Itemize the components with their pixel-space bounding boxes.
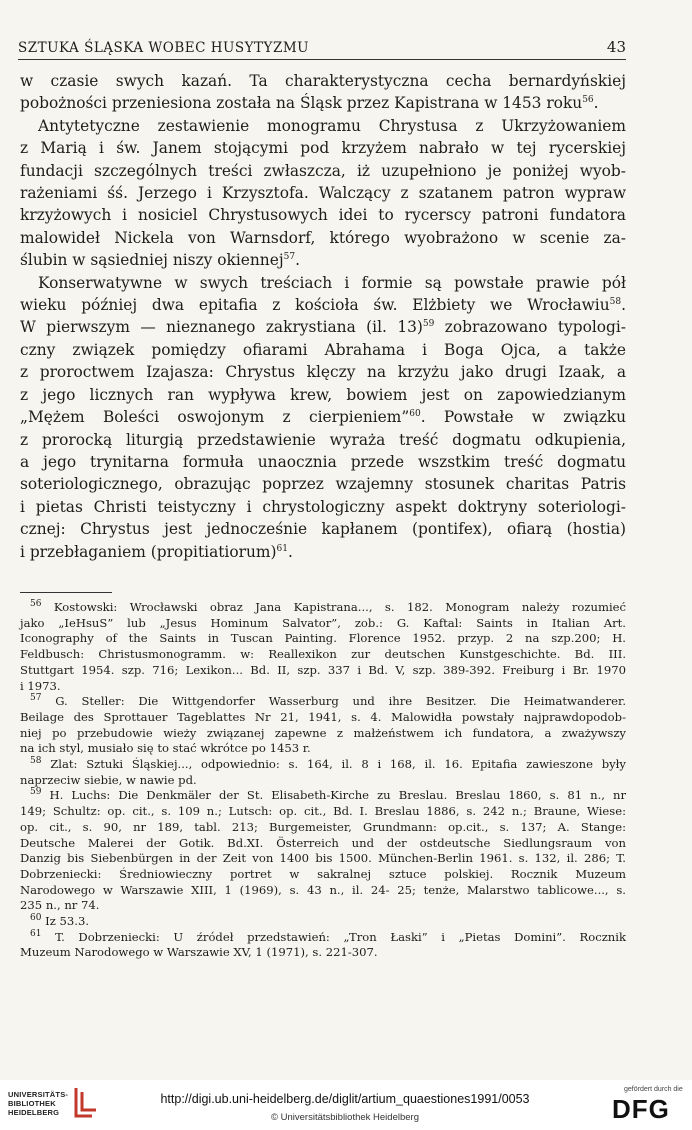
funder-note: gefördert durch die — [624, 1086, 683, 1093]
text-line: a jego trynitarna formuła unaocznia przede wszstkim treść dogmatu — [20, 452, 626, 471]
footnote-line: 235 n., nr 74. — [20, 898, 100, 913]
footnote-line: Danzig bis Siebenbürgen in der Zeit von 1400 bis 1500. München-Berlin 1961. s. 132, il. 286; T. — [20, 851, 626, 866]
text-line: z proroctwem Izajasza: Chrystus klęczy na krzyżu jako drugi Izaak, a — [20, 363, 626, 382]
text-line: Konserwatywne w swych treściach i formie są powstałe prawie pół — [38, 273, 626, 292]
footnote-divider — [20, 592, 112, 593]
text-line: malowideł Nickela von Warnsdorf, którego wyobrażono w scenie za- — [20, 228, 626, 247]
footnote-ref[interactable]: 61 — [276, 543, 288, 554]
text-line: krzyżowych i nosiciel Chrystusowych idei to rycerscy patroni fundatora — [20, 206, 626, 225]
footnote-line: $^{61}$ T. Dobrzeniecki: U źródeł przedstawień: „Tron Łaski” i „Pietas Domini”. Rocznik — [30, 928, 626, 944]
text-line: z Marią i św. Janem stojącymi pod krzyżem nabrało w tej rycerskiej — [20, 139, 626, 158]
footnote-number: 57 — [30, 693, 42, 704]
copyright-notice: © Universitätsbibliothek Heidelberg — [271, 1112, 419, 1123]
footnote-line: niej po przebudowie wieży związanej zapewne z małżeństwem ich fundatora, a zważywszy — [20, 725, 626, 740]
footnote-line: $^{59}$ H. Luchs: Die Denkmäler der St. Elisabeth-Kirche zu Breslau. Breslau 1860, s. 81 n., nr — [30, 787, 627, 803]
text-line: czny związek pomiędzy ofiarami Abrahama i Boga Ojca, a także — [20, 340, 626, 359]
footnote-line: naprzeciw siebie, w nawie pd. — [20, 772, 197, 787]
footnote-line: $^{58}$ Zlat: Sztuki Śląskiej..., odpowiednio: s. 164, il. 8 i 168, il. 16. Epitafia zawieszone były — [30, 756, 626, 772]
text-line: fundacji szczególnych treści zwłaszcza, iż uzupełniono je poniżej wyob- — [20, 161, 626, 180]
text-line: „Mężem Boleści oswojonym z cierpieniem”$^{60}$. Powstałe w związku — [20, 408, 627, 427]
footnote-line: Beilage des Sprottauer Tageblattes Nr 21, 1941, s. 4. Malowidła powstały najprawdopodob- — [20, 709, 626, 724]
footnote-number: 58 — [30, 756, 42, 767]
footnote-line: Deutsche Malerei der Gotik. Bd.XI. Österreich und der ostdeutsche Siedlungsraum von — [20, 835, 626, 850]
footnote-line: $^{60}$ Iz 53.3. — [30, 913, 90, 929]
footnote-ref[interactable]: 58 — [609, 296, 622, 307]
text-line: W pierwszym — nieznanego zakrystiana (il. 13)$^{59}$ zobrazowano typologi- — [20, 318, 626, 337]
text-line: i pietas Christi teistyczny i chrystologiczny aspekt doktryny soteriologi- — [20, 497, 626, 516]
footnote-ref[interactable]: 56 — [582, 95, 594, 106]
footnote-line: Dobrzeniecki: Średniowieczny portret w sakralnej sztuce polskiej. Rocznik Muzeum — [20, 866, 626, 881]
dfg-logo: DFG — [612, 1094, 670, 1124]
footnote-line: i 1973. — [20, 678, 61, 693]
footnote-number: 56 — [30, 599, 42, 610]
footnote-line: $^{57}$ G. Steller: Die Wittgendorfer Wasserburg und ihre Besitzer. Die Heimatwanderer. — [30, 693, 626, 709]
footnote-number: 61 — [30, 928, 42, 939]
footnote-line: $^{56}$ Kostowski: Wrocławski obraz Jana Kapistrana..., s. 182. Monogram należy rozumieć — [30, 599, 627, 614]
footnote-line: jako „IeHsuS” lub „Jesus Hominum Salvator”, zob.: G. Kaftal: Saints in Italian Art. — [20, 615, 626, 630]
text-line: Antytetyczne zestawienie monogramu Chrystusa z Ukrzyżowaniem — [38, 116, 626, 135]
footnote-ref[interactable]: 59 — [422, 319, 435, 330]
text-line: cznej: Chrystus jest jednocześnie kapłanem (pontifex), ofiarą (hostia) — [20, 520, 626, 539]
footnotes — [20, 600, 626, 961]
running-header — [18, 38, 626, 60]
footnote-line: op. cit., s. 90, nr 189, tabl. 213; Burgemeister, Grundmann: op.cit., s. 137; A. Stange: — [20, 819, 626, 834]
text-line: rażeniami śś. Jerzego i Krzysztofa. Walczący z szatanem patron wypraw — [20, 184, 626, 203]
text-line: ślubin w sąsiedniej niszy okiennej$^{57}$. — [20, 251, 300, 270]
footnote-line: Muzeum Narodowego w Warszawie XV, 1 (1971), s. 221-307. — [20, 945, 378, 960]
library-logo-icon — [72, 1086, 98, 1122]
text-line: i przebłaganiem (propitiatiorum)$^{61}$. — [20, 542, 293, 561]
footnote-number: 60 — [30, 913, 42, 924]
text-line: wieku później dwa epitafia z kościoła św. Elżbiety we Wrocławiu$^{58}$. — [20, 296, 626, 315]
page-number: 43 — [606, 38, 626, 56]
footnote-line: Feldbusch: Christusmonogramm. w: Reallexikon zur deutschen Kunstgeschichte. Bd. III. — [20, 647, 626, 662]
footnote-line: na ich styl, musiało się to stać wkrótce po 1453 r. — [20, 741, 311, 756]
text-line: z prorocką liturgią przedstawienie wyraża treść dogmatu odkupienia, — [20, 430, 626, 449]
permalink[interactable]: http://digi.ub.uni-heidelberg.de/diglit/artium_quaestiones1991/0053 — [160, 1092, 530, 1106]
footnote-line: Iconography of the Saints in Tuscan Painting. Florence 1952. przyp. 2 na szp.200; H. — [20, 631, 626, 646]
footnote-ref[interactable]: 60 — [409, 408, 421, 419]
footnote-number: 59 — [30, 787, 42, 798]
library-logo-text: UNIVERSITÄTS- BIBLIOTHEK HEIDELBERG — [8, 1090, 69, 1117]
running-title: SZTUKA ŚLĄSKA WOBEC HUSYTYZMU — [18, 40, 310, 56]
text-line: pobożności przeniesiona została na Śląsk przez Kapistrana w 1453 roku$^{56}$. — [20, 94, 599, 113]
footnote-line: Narodowego w Warszawie XIII, 1 (1969), s. 43 n., il. 24- 25; tenże, Malarstwo tablicowe..., s. — [20, 882, 626, 897]
main-text — [20, 70, 626, 563]
digitization-footer — [0, 1080, 692, 1130]
footnote-line: Stuttgart 1954. szp. 716; Lexikon... Bd. II, szp. 337 i Bd. V, szp. 389-392. Freiburg i Br. 1970 — [20, 662, 626, 677]
text-line: z jego licznych ran wypływa krew, bowiem jest on zapowiedzianym — [20, 385, 626, 404]
text-line: soteriologicznego, obrazując poprzez wzajemny stosunek charitas Patris — [20, 475, 626, 494]
text-line: w czasie swych kazań. Ta charakterystyczna cecha bernardyńskiej — [20, 72, 626, 90]
footnote-ref[interactable]: 57 — [283, 252, 296, 263]
footnote-line: 149; Schultz: op. cit., s. 109 n.; Lutsch: op. cit., Bd. I. Breslau 1886, s. 242 n.; Braune, Wiese: — [20, 804, 626, 819]
